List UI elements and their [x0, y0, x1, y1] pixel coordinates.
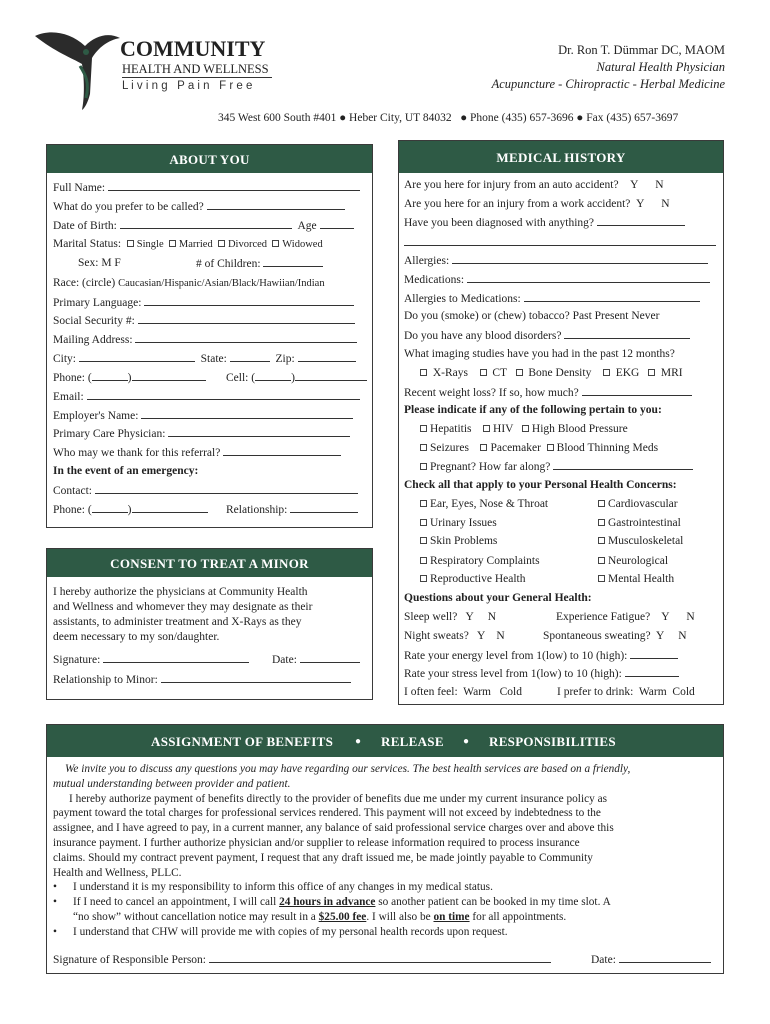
cancel-text-a: If I need to cancel an appointment, I will call [73, 896, 280, 909]
race-options[interactable]: Caucasian/Hispanic/Asian/Black/Hawiian/Indian [118, 278, 325, 289]
payment-line-5: claims. Should my contract prevent payment, I request that any draft issued me, be made jointly payable to Community [53, 851, 593, 864]
skin-label: Skin Problems [430, 535, 498, 547]
sweating-question[interactable]: Spontaneous sweating? Y N [543, 630, 687, 642]
auto-accident-yn[interactable]: Y N [630, 179, 664, 191]
reproductive-checkbox[interactable] [420, 575, 427, 582]
doctor-services: Acupuncture - Chiropractic - Herbal Medicine [491, 77, 725, 91]
bullet-icon: ● [454, 112, 471, 124]
married-label: Married [178, 239, 213, 250]
intro-line-1: We invite you to discuss any questions you may have regarding our services. The best health services are based on a friendly, [65, 763, 631, 775]
no-show-fee: $25.00 fee [318, 910, 367, 923]
hiv-checkbox[interactable] [483, 425, 490, 432]
single-checkbox[interactable] [127, 240, 134, 247]
pregnant-field[interactable] [553, 459, 693, 470]
zip-field[interactable] [298, 351, 356, 362]
emergency-label: In the event of an emergency: [53, 465, 199, 477]
mri-checkbox[interactable] [648, 369, 655, 376]
contact-field[interactable] [95, 483, 358, 494]
benefits-heading [47, 725, 723, 757]
cardiovascular-checkbox[interactable] [598, 500, 605, 507]
allergies-medications-field[interactable] [524, 291, 700, 302]
relationship-field[interactable] [290, 502, 358, 513]
respiratory-checkbox[interactable] [420, 557, 427, 564]
allergies-medications-label: Allergies to Medications: [404, 293, 521, 305]
consent-signature-label: Signature: [53, 654, 101, 666]
blood-disorders-label: Do you have any blood disorders? [404, 330, 562, 342]
mental-health-checkbox[interactable] [598, 575, 605, 582]
hepatitis-checkbox[interactable] [420, 425, 427, 432]
pregnant-label: Pregnant? How far along? [430, 461, 551, 473]
seizures-label: Seizures [430, 442, 469, 454]
pertain-heading: Please indicate if any of the following pertain to you: [404, 404, 662, 416]
logo-tagline: L i v i n g P a i n F r e e [122, 80, 253, 92]
energy-field[interactable] [630, 648, 678, 659]
address-bar [218, 111, 678, 125]
gastro-checkbox[interactable] [598, 519, 605, 526]
widowed-label: Widowed [282, 239, 323, 250]
auto-accident-label: Are you here for injury from an auto accident? [404, 179, 619, 191]
responsible-date-label: Date: [591, 954, 616, 966]
state-field[interactable] [230, 351, 270, 362]
dob-label: Date of Birth: [53, 220, 117, 232]
emergency-phone-field[interactable] [132, 502, 208, 513]
no-show-text-a: “no show” without cancellation notice may result in a [73, 910, 319, 923]
married-checkbox[interactable] [169, 240, 176, 247]
relationship-label: Relationship: [226, 504, 288, 516]
no-show-text-e: for all appointments. [469, 910, 567, 923]
xrays-label: X-Rays [432, 367, 469, 379]
bone-density-label: Bone Density [528, 367, 592, 379]
allergies-field[interactable] [452, 253, 708, 264]
city: Heber City, UT 84032 [349, 112, 452, 124]
minor-relationship-label: Relationship to Minor: [53, 674, 158, 686]
pcp-label: Primary Care Physician: [53, 428, 166, 440]
sweats-question[interactable]: Night sweats? Y N [404, 630, 505, 642]
fax: Fax (435) 657-3697 [586, 112, 679, 124]
phone-label: Phone: ( [53, 372, 92, 384]
doctor-title: Natural Health Physician [596, 60, 725, 74]
stress-label: Rate your stress level from 1(low) to 10 (high): [404, 668, 622, 680]
responsibility-item-2: • If I need to cancel an appointment, I will call 24 hours in advance so another patient can be booked in my time slot. A [53, 896, 611, 909]
employer-label: Employer's Name: [53, 410, 139, 422]
zip-label: Zip: [275, 353, 295, 365]
sleep-question[interactable]: Sleep well? Y N [404, 611, 497, 623]
neurological-label: Neurological [608, 555, 669, 567]
responsible-signature-field[interactable] [209, 952, 551, 963]
pacemaker-label: Pacemaker [490, 442, 541, 454]
full-name-field[interactable] [108, 180, 360, 191]
city-field[interactable] [79, 351, 195, 362]
address: 345 West 600 South #401 [218, 112, 337, 124]
children-label: # of Children: [196, 258, 261, 270]
thinning-label: Blood Thinning Meds [556, 442, 659, 454]
seizures-checkbox[interactable] [420, 444, 427, 451]
urinary-checkbox[interactable] [420, 519, 427, 526]
ent-checkbox[interactable] [420, 500, 427, 507]
marital-label: Marital Status: [53, 238, 122, 250]
referral-label: Who may we thank for this referral? [53, 447, 221, 459]
emergency-phone-area-field[interactable] [92, 502, 128, 513]
widowed-checkbox[interactable] [272, 240, 279, 247]
diagnosed-field-2[interactable] [404, 235, 716, 246]
hepatitis-label: Hepatitis [430, 423, 472, 435]
pcp-field[interactable] [168, 426, 350, 437]
language-label: Primary Language: [53, 297, 142, 309]
phone-field[interactable] [132, 370, 206, 381]
thinning-checkbox[interactable] [547, 444, 554, 451]
neurological-checkbox[interactable] [598, 557, 605, 564]
skin-checkbox[interactable] [420, 537, 427, 544]
respiratory-label: Respiratory Complaints [430, 555, 540, 567]
no-show-line [53, 910, 721, 925]
doctor-name: Dr. Ron T. Dümmar DC, MAOM [558, 43, 725, 57]
email-field[interactable] [87, 389, 360, 400]
phone-area-field[interactable] [92, 370, 128, 381]
xrays-checkbox[interactable] [420, 369, 427, 376]
bullet-icon: ● [339, 112, 350, 124]
ent-label: Ear, Eyes, Nose & Throat [430, 498, 549, 510]
referral-field[interactable] [223, 445, 341, 456]
responsibility-item-1: • I understand it is my responsibility to inform this office of any changes in my medical status. [53, 881, 493, 894]
contact-label: Contact: [53, 485, 92, 497]
consent-heading: CONSENT TO TREAT A MINOR [47, 549, 372, 577]
consent-text-4: deem necessary to my son/daughter. [53, 631, 220, 643]
diagnosed-label: Have you been diagnosed with anything? [404, 217, 595, 229]
dob-field[interactable] [120, 218, 292, 229]
allergies-label: Allergies: [404, 255, 450, 267]
cancel-text-highlight: 24 hours in advance [279, 896, 376, 909]
musculoskeletal-checkbox[interactable] [598, 537, 605, 544]
divorced-checkbox[interactable] [218, 240, 225, 247]
payment-line-4: insurance payment. I further authorize physician and/or supplier to release information required to process insurance [53, 836, 580, 849]
emergency-phone-label: Phone: ( [53, 504, 92, 516]
mental-health-label: Mental Health [608, 573, 675, 585]
stress-field[interactable] [625, 666, 679, 677]
city-label: City: [53, 353, 77, 365]
consent-date-label: Date: [272, 654, 297, 666]
responsible-date-field[interactable] [619, 952, 711, 963]
responsibility-text-1: I understand it is my responsibility to inform this office of any changes in my medical status. [73, 881, 493, 894]
payment-line-3: assignee, and I have agreed to pay, in a current manner, any balance of said professional service charges over and above this [53, 822, 614, 835]
weight-loss-label: Recent weight loss? If so, how much? [404, 387, 579, 399]
urinary-label: Urinary Issues [430, 517, 497, 529]
logo [30, 24, 280, 114]
consent-date-field[interactable] [300, 652, 360, 663]
logo-sub: HEALTH AND WELLNESS [122, 62, 269, 76]
cardiovascular-label: Cardiovascular [608, 498, 678, 510]
divorced-label: Divorced [227, 239, 268, 250]
state-label: State: [200, 353, 227, 365]
payment-line-1: I hereby authorize payment of benefits directly to the provider of benefits due me under my current insurance policy as [69, 792, 607, 805]
full-name-label: Full Name: [53, 182, 106, 194]
responsible-signature-label: Signature of Responsible Person: [53, 954, 206, 966]
mailing-label: Mailing Address: [53, 334, 133, 346]
weight-loss-field[interactable] [582, 385, 692, 396]
ekg-label: EKG [615, 367, 640, 379]
drink-question[interactable]: I prefer to drink: Warm Cold [557, 686, 695, 698]
energy-label: Rate your energy level from 1(low) to 10 (high): [404, 650, 628, 662]
feel-question[interactable]: I often feel: Warm Cold [404, 686, 522, 698]
reproductive-label: Reproductive Health [430, 573, 526, 585]
children-field[interactable] [263, 256, 323, 267]
sex-label[interactable]: Sex: M F [78, 257, 121, 269]
consent-text-3: assistants, to administer treatment and X-Rays as they [53, 616, 302, 628]
medications-field[interactable] [467, 272, 710, 283]
ssn-field[interactable] [138, 313, 355, 324]
responsibility-item-3: • I understand that CHW will provide me with copies of my personal health records upon request. [53, 925, 508, 938]
payment-line-6: Health and Wellness, PLLC. [53, 866, 182, 879]
age-field[interactable] [320, 218, 354, 229]
phone: Phone (435) 657-3696 [470, 112, 574, 124]
pacemaker-checkbox[interactable] [480, 444, 487, 451]
about-heading: ABOUT YOU [47, 145, 372, 173]
single-label: Single [136, 239, 164, 250]
email-label: Email: [53, 391, 84, 403]
race-label: Race: (circle) [53, 277, 116, 289]
ct-label: CT [492, 367, 507, 379]
consent-signature-field[interactable] [103, 652, 249, 663]
diagnosed-field[interactable] [597, 215, 685, 226]
pregnant-checkbox[interactable] [420, 463, 427, 470]
minor-relationship-field[interactable] [161, 672, 351, 683]
hiv-label: HIV [493, 423, 514, 435]
cell-field[interactable] [295, 370, 367, 381]
fatigue-question[interactable]: Experience Fatigue? Y N [556, 611, 695, 623]
medical-heading: MEDICAL HISTORY [399, 141, 723, 173]
prefer-field[interactable] [207, 199, 345, 210]
responsibility-text-3: I understand that CHW will provide me with copies of my personal health records upon request. [73, 925, 508, 938]
prefer-label: What do you prefer to be called? [53, 201, 204, 213]
bullet-icon: ● [355, 736, 362, 747]
ssn-label: Social Security #: [53, 315, 135, 327]
blood-disorders-field[interactable] [564, 328, 690, 339]
tobacco-question[interactable]: Do you (smoke) or (chew) tobacco? Past Present Never [404, 310, 660, 322]
general-heading: Questions about your General Health: [404, 592, 592, 604]
consent-text-1: I hereby authorize the physicians at Community Health [53, 586, 308, 598]
heron-logo-icon [30, 24, 125, 112]
gastro-label: Gastrointestinal [608, 517, 681, 529]
medications-label: Medications: [404, 274, 465, 286]
cell-label: Cell: ( [226, 372, 256, 384]
concerns-heading: Check all that apply to your Personal Health Concerns: [404, 479, 677, 491]
intro-line-2: mutual understanding between provider and patient. [53, 777, 291, 790]
ct-checkbox[interactable] [480, 369, 487, 376]
bone-density-checkbox[interactable] [516, 369, 523, 376]
bullet-icon: ● [463, 736, 470, 747]
hbp-label: High Blood Pressure [531, 423, 628, 435]
no-show-text-c: . I will also be [366, 910, 434, 923]
on-time-text: on time [433, 910, 470, 923]
benefits-heading-release: RELEASE [381, 734, 444, 749]
imaging-question: What imaging studies have you had in the past 12 months? [404, 348, 675, 360]
logo-title: COMMUNITY [120, 36, 266, 61]
mailing-field[interactable] [135, 332, 357, 343]
language-field[interactable] [144, 295, 354, 306]
age-label: Age [297, 220, 317, 232]
musculoskeletal-label: Musculoskeletal [608, 535, 684, 547]
benefits-heading-responsibilities: RESPONSIBILITIES [489, 734, 616, 749]
benefits-heading-assignment: ASSIGNMENT OF BENEFITS [151, 734, 334, 749]
cancel-text-c: so another patient can be booked in my time slot. A [375, 896, 611, 909]
bullet-icon: ● [576, 112, 587, 124]
cell-area-field[interactable] [255, 370, 291, 381]
ekg-checkbox[interactable] [603, 369, 610, 376]
hbp-checkbox[interactable] [522, 425, 529, 432]
mri-label: MRI [660, 367, 683, 379]
employer-field[interactable] [141, 408, 353, 419]
work-accident-label: Are you here for an injury from a work accident? [404, 198, 631, 210]
payment-line-2: payment toward the total charges for professional services rendered. This payment will not exceed by indebtedness to the [53, 807, 601, 820]
consent-text-2: and Wellness and whomever they may designate as their [53, 601, 313, 613]
work-accident-yn[interactable]: Y N [636, 198, 670, 210]
